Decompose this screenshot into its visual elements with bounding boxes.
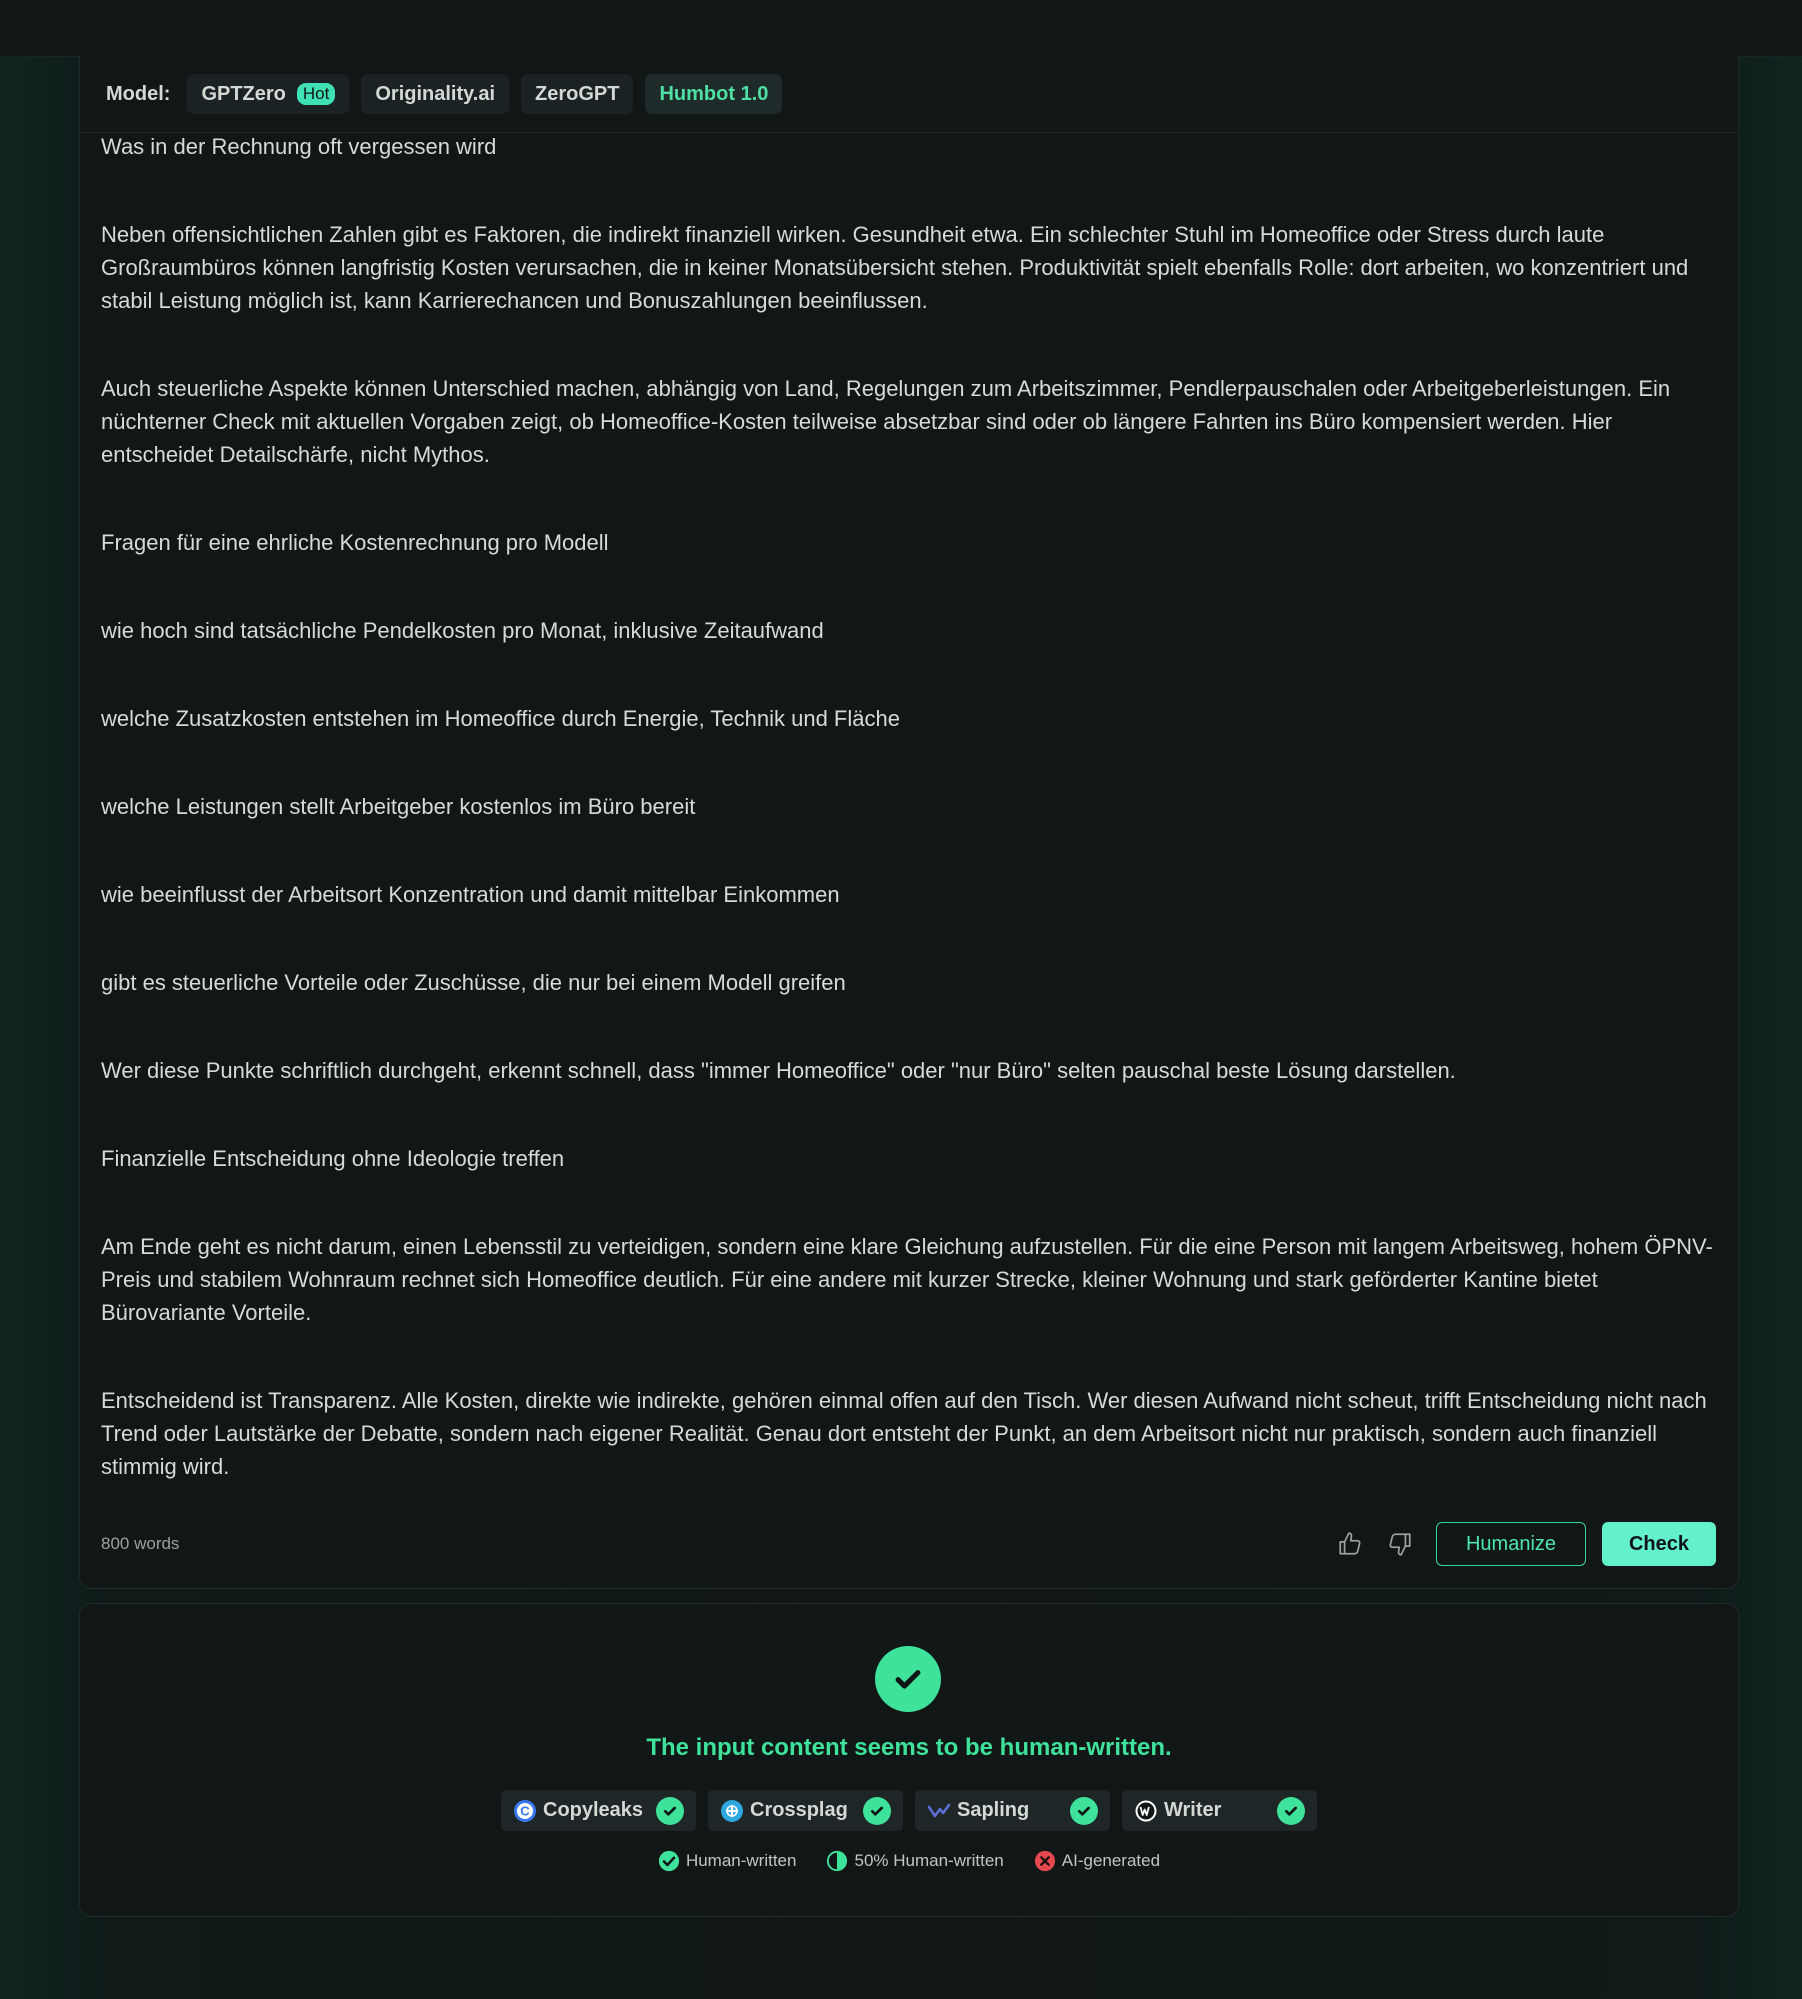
check-circle-icon <box>658 1850 680 1872</box>
result-card <box>79 1603 1739 1917</box>
model-chip-label: Humbot 1.0 <box>659 82 769 105</box>
result-legend <box>80 1850 1738 1872</box>
paragraph: welche Leistungen stellt Arbeitgeber kostenlos im Büro bereit <box>101 794 696 819</box>
writer-logo-icon <box>1134 1799 1158 1823</box>
paragraph: Wer diese Punkte schriftlich durchgeht, erkennt schnell, dass "immer Homeoffice" oder "nur Büro" selten pauschal beste Lösung darstellen. <box>101 1058 1456 1083</box>
top-bar <box>0 0 1802 57</box>
legend-label: Human-written <box>685 1851 797 1870</box>
paragraph: wie beeinflusst der Arbeitsort Konzentration und damit mittelbar Einkommen <box>101 882 840 907</box>
paragraph: gibt es steuerliche Vorteile oder Zuschüsse, die nur bei einem Modell greifen <box>101 970 846 995</box>
word-count: 800 words <box>101 1534 180 1553</box>
model-chip-label: GPTZero <box>201 82 286 105</box>
legend-half-human <box>826 1850 1003 1872</box>
legend-ai-generated <box>1034 1850 1160 1872</box>
model-chip-gptzero[interactable] <box>187 74 349 114</box>
paragraph: Auch steuerliche Aspekte können Unterschied machen, abhängig von Land, Regelungen zum Arbeitszimmer, Pendlerpauschalen oder Arbeitgeberleistungen. Ein nüchterner Check mit aktuellen Vorgaben zeigt, ob Homeoffice-Kosten teilweise absetzbar sind oder ob längere Fahrten ins Büro kompensiert werden. Hier entscheidet Detailschärfe, nicht Mythos. <box>101 376 1671 467</box>
model-chip-zerogpt[interactable] <box>521 74 633 114</box>
detector-crossplag <box>708 1790 903 1831</box>
model-chip-label: Originality.ai <box>375 82 496 105</box>
detector-name: Crossplag <box>750 1799 848 1821</box>
model-chip-humbot[interactable] <box>645 74 782 114</box>
detector-name: Copyleaks <box>543 1799 644 1821</box>
svg-text:C: C <box>520 1803 530 1818</box>
copyleaks-logo-icon <box>513 1799 537 1823</box>
paragraph: Finanzielle Entscheidung ohne Ideologie treffen <box>101 1146 565 1171</box>
hot-badge: Hot <box>297 83 335 105</box>
check-circle-icon <box>1277 1797 1305 1825</box>
legend-human-written <box>658 1850 797 1872</box>
detector-writer <box>1122 1790 1317 1831</box>
crossplag-logo-icon <box>720 1799 744 1823</box>
model-chip-label: ZeroGPT <box>535 82 620 105</box>
paragraph: Am Ende geht es nicht darum, einen Lebensstil zu verteidigen, sondern eine klare Gleichung aufzustellen. Für die eine Person mit langem Arbeitsweg, hohem ÖPNV-Preis und stabilem Wohnraum rechnet sich Homeoffice deutlich. Für eine andere mit kurzer Strecke, kleiner Wohnung und stark geförderter Kantine bietet Bürovariante Vorteile. <box>101 1234 1713 1325</box>
thumbs-down-icon[interactable] <box>1386 1530 1414 1558</box>
check-circle-icon <box>875 1646 941 1712</box>
paragraph: Neben offensichtlichen Zahlen gibt es Faktoren, die indirekt finanziell wirken. Gesundheit etwa. Ein schlechter Stuhl im Homeoffice oder Stress durch laute Großraumbüros können langfristig Kosten verursachen, die in keiner Monatsübersicht stehen. Produktivität spielt ebenfalls Rolle: dort arbeiten, wo konzentriert und stabil Leistung möglich ist, kann Karrierechancen und Bonuszahlungen beeinflussen. <box>101 222 1689 313</box>
paragraph: Entscheidend ist Transparenz. Alle Kosten, direkte wie indirekte, gehören einmal offen auf den Tisch. Wer diesen Aufwand nicht scheut, trifft Entscheidung nicht nach Trend oder Lautstärke der Debatte, sondern nach eigener Realität. Genau dort entsteht der Punkt, an dem Arbeitsort nicht nur praktisch, sondern auch finanziell stimmig wird. <box>101 1388 1707 1479</box>
model-selector-bar <box>80 56 1738 133</box>
paragraph: Was in der Rechnung oft vergessen wird <box>101 134 497 159</box>
humanize-button[interactable]: Humanize <box>1436 1522 1586 1566</box>
thumbs-up-icon[interactable] <box>1336 1530 1364 1558</box>
detector-sapling <box>915 1790 1110 1831</box>
content-text-area[interactable] <box>101 130 1721 1538</box>
detector-name: Writer <box>1164 1799 1222 1821</box>
legend-label: 50% Human-written <box>854 1851 1004 1870</box>
sapling-logo-icon <box>927 1799 951 1823</box>
paragraph: welche Zusatzkosten entstehen im Homeoffice durch Energie, Technik und Fläche <box>101 706 900 731</box>
result-message: The input content seems to be human-written. <box>646 1734 1172 1761</box>
half-circle-icon <box>826 1850 848 1872</box>
check-circle-icon <box>1070 1797 1098 1825</box>
legend-label: AI-generated <box>1061 1851 1161 1870</box>
check-circle-icon <box>863 1797 891 1825</box>
detector-list <box>80 1790 1738 1831</box>
detector-copyleaks <box>501 1790 696 1831</box>
model-label: Model: <box>106 82 171 105</box>
model-chip-originality[interactable] <box>361 74 509 114</box>
paragraph: wie hoch sind tatsächliche Pendelkosten pro Monat, inklusive Zeitaufwand <box>101 618 824 643</box>
x-circle-icon <box>1034 1850 1056 1872</box>
check-circle-icon <box>656 1797 684 1825</box>
paragraph: Fragen für eine ehrliche Kostenrechnung pro Modell <box>101 530 609 555</box>
editor-footer <box>101 1522 1716 1566</box>
check-button[interactable]: Check <box>1602 1522 1716 1566</box>
editor-card <box>79 56 1739 1589</box>
detector-name: Sapling <box>957 1799 1030 1821</box>
